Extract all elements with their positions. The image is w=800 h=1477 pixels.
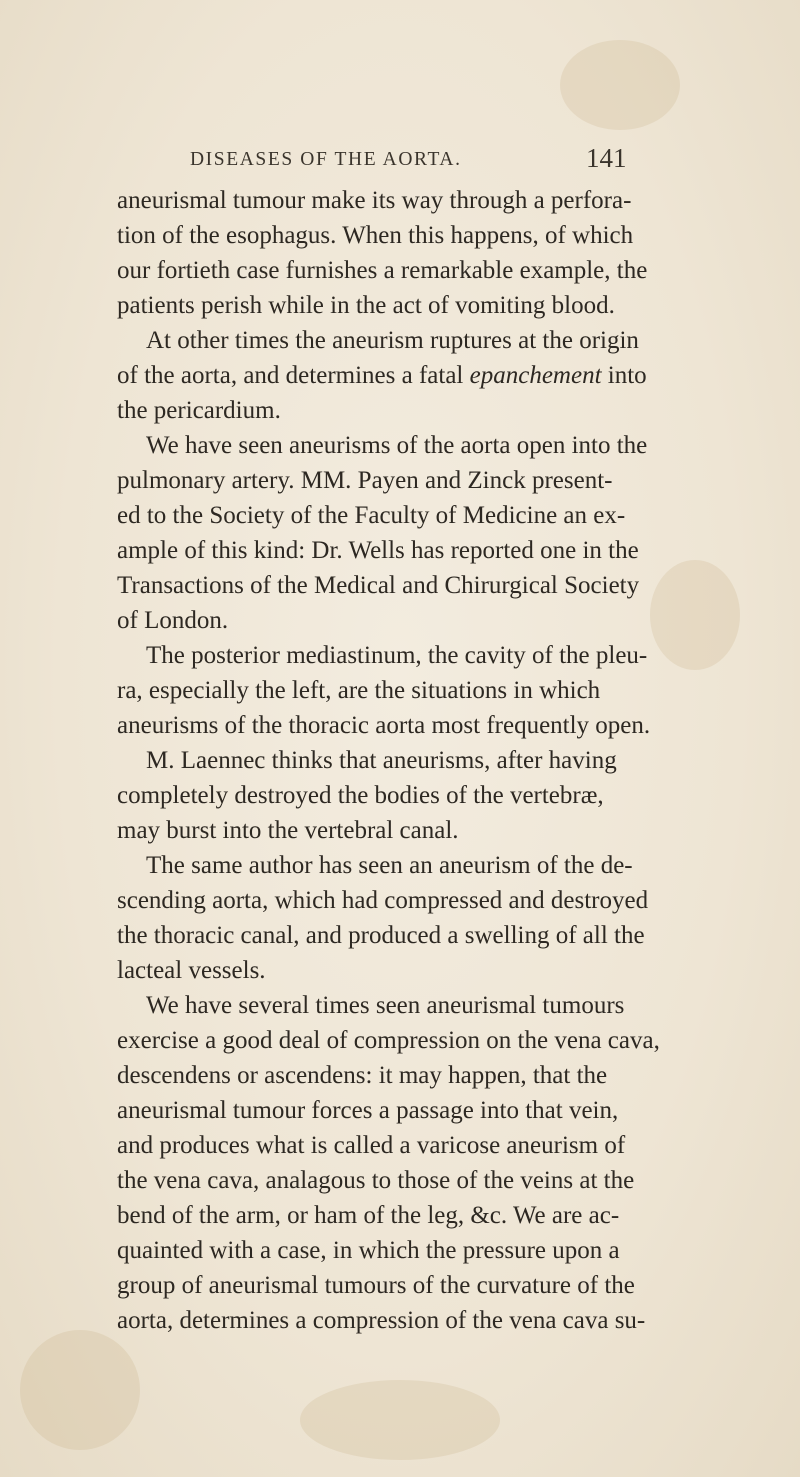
text-line: The posterior mediastinum, the cavity of the pleu- — [146, 642, 648, 669]
foxing-stain — [560, 40, 680, 130]
text-line: ra, especially the left, are the situations in which — [117, 677, 601, 704]
text-line: exercise a good deal of compression on the vena cava, — [117, 1027, 660, 1054]
text-line: the pericardium. — [117, 397, 281, 424]
page-header — [0, 143, 800, 177]
text-line: of London. — [117, 607, 229, 634]
text-line: aneurismal tumour make its way through a perfora- — [117, 187, 632, 214]
text-line: We have several times seen aneurismal tumours — [146, 992, 625, 1019]
text-line — [117, 358, 647, 393]
line-start: of the aorta, and determines a fatal — [117, 362, 464, 389]
italic-term: epanchement — [469, 362, 602, 389]
text-line: pulmonary artery. MM. Payen and Zinck present- — [117, 467, 613, 494]
foxing-stain — [650, 560, 740, 670]
text-line: Transactions of the Medical and Chirurgical Society — [117, 572, 640, 599]
text-line: The same author has seen an aneurism of the de- — [146, 852, 633, 879]
text-line: aneurisms of the thoracic aorta most frequently open. — [117, 712, 651, 739]
text-line: At other times the aneurism ruptures at the origin — [146, 327, 639, 354]
text-line: ed to the Society of the Faculty of Medicine an ex- — [117, 502, 626, 529]
text-line: and produces what is called a varicose aneurism of — [117, 1132, 626, 1159]
text-line: lacteal vessels. — [117, 957, 266, 984]
foxing-stain — [20, 1330, 140, 1450]
text-line: the thoracic canal, and produced a swelling of all the — [117, 922, 645, 949]
text-line: aorta, determines a compression of the vena cava su- — [117, 1307, 646, 1334]
text-line: the vena cava, analagous to those of the veins at the — [117, 1167, 635, 1194]
line-end: into — [601, 362, 647, 389]
text-line: patients perish while in the act of vomiting blood. — [117, 292, 615, 319]
text-line: ample of this kind: Dr. Wells has reported one in the — [117, 537, 639, 564]
text-line: aneurismal tumour forces a passage into that vein, — [117, 1097, 619, 1124]
text-line: We have seen aneurisms of the aorta open into the — [146, 432, 648, 459]
text-line: bend of the arm, or ham of the leg, &c. We are ac- — [117, 1202, 620, 1229]
text-line: group of aneurismal tumours of the curvature of the — [117, 1272, 635, 1299]
text-line: may burst into the vertebral canal. — [117, 817, 459, 844]
running-head: DISEASES OF THE AORTA. — [190, 149, 462, 170]
text-line: quainted with a case, in which the pressure upon a — [117, 1237, 620, 1264]
text-line: our fortieth case furnishes a remarkable example, the — [117, 257, 648, 284]
text-line: scending aorta, which had compressed and destroyed — [117, 887, 649, 914]
text-line: tion of the esophagus. When this happens, of which — [117, 222, 634, 249]
text-line: descendens or ascendens: it may happen, that the — [117, 1062, 608, 1089]
foxing-stain — [300, 1380, 500, 1460]
page-number: 141 — [586, 143, 627, 173]
text-line: M. Laennec thinks that aneurisms, after having — [146, 747, 617, 774]
text-line: completely destroyed the bodies of the vertebræ, — [117, 782, 604, 809]
